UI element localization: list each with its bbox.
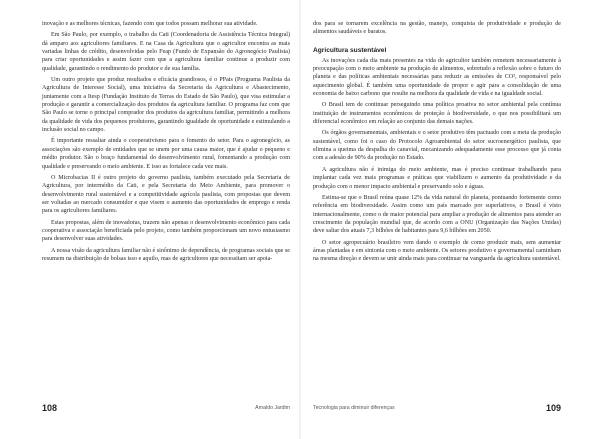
running-head-author: Arnaldo Jardim — [255, 405, 290, 411]
paragraph: Em São Paulo, por exemplo, o trabalho da Cati (Coordenadoria de Assistência Técnica Integral) dá amparo aos agricultores familiares. E na Casa da Agricultura que o agricultor encontra as mais variadas linhas de crédito, desenvolvidas pelo Feap (Fundo de Expansão do Agronegócio Paulista) para criar oportunidades e assim fazer com que a agricultura familiar continue a produzir com qualidade, garantindo o rendimento do produtor e de sua família. — [42, 32, 290, 72]
page-gutter — [299, 0, 301, 439]
page-number: 108 — [42, 403, 58, 413]
paragraph: Estas propostas, além de inovadoras, trazem não apenas o desenvolvimento econômico para cada cooperativa e associação beneficiada pelo projeto, como também proporcionam um novo entusiasmo para desenvolver suas atividades. — [42, 219, 290, 243]
right-page-body — [313, 20, 561, 267]
right-page-footer — [313, 403, 561, 417]
page-number: 109 — [545, 403, 561, 413]
paragraph: Os órgãos governamentais, ambientais e o setor produtivo têm pactuado com a meta da produção sustentável, como foi o caso do Protocolo Agroambiental do setor sucroenergético paulista, que elimina a queima da despalha do canavial, mecanizando adequadamente esse processo que já conta com a adesão de 90% da produção no Estado. — [313, 130, 561, 162]
paragraph: A nossa visão da agricultura familiar não é sinônimo de dependência, de programas sociais que se resumem na distribuição de bolsas isso e aquilo, mas de agricultores que necessitam ser apoia- — [42, 247, 290, 262]
paragraph: Um outro projeto que produz resultados e eficácia grandiosos, é o PPais (Programa Paulista da Agricultura de Interesse Social), uma iniciativa da Secretaria da Agricultura e Abastecimento, juntamente com a Itesp (Fundação Instituto de Terras do Estado de São Paulo), que visa estimular a produção e garantir a comercialização dos produtos da agricultura familiar. O programa faz com que São Paulo se torne o principal comprador dos produtos da agricultura familiar, permitindo a melhora da qualidade de vida dos pequenos produtores, garantindo igualdade de oportunidade e estimulando a inclusão social no campo. — [42, 77, 290, 134]
paragraph: O Microbacias II é outro projeto do governo paulista, também executado pela Secretaria de Agricultura, por intermédio da Cati, e pela Secretaria do Meio Ambiente, para promover o desenvolvimento rural sustentável e a competitividade agrícola paulista, com propostas que devem ser voltadas ao mercado consumidor e que visem o aumento das oportunidades de emprego e renda para os agricultores familiares. — [42, 174, 290, 215]
paragraph: inovação e as melhores técnicas, fazendo com que todos possam melhorar sua atividade. — [42, 21, 258, 27]
paragraph: O setor agropecuário brasileiro vem dando o exemplo de como produzir mais, sem aumentar áreas plantadas e em sintonia com o meio ambiente. Os setores produtivo e governamental caminham na mesma direção e devem se unir ainda mais para continuar na vanguarda da agricultura sustentável. — [313, 239, 561, 263]
left-page-body — [42, 20, 290, 266]
section-title: Agricultura sustentável — [313, 46, 387, 54]
left-page-footer — [42, 403, 290, 417]
paragraph: dos para se tornarem excelência na gestão, manejo, conquista de produtividade e produção de alimentos saudáveis e baratos. — [313, 21, 561, 36]
running-head-title: Tecnologia para diminuir diferenças — [313, 405, 395, 411]
paragraph: Estima-se que o Brasil reúna quase 12% da vida natural do planeta, pontuando fortemente como referência em biodiversidade. Assim como um país marcado por superlativos, o Brasil é visto internacionalmente, como o de maior potencial para ampliar a produção de alimentos para atender ao crescimento da população mundial que, de acordo com a ONU (Organização das Nações Unidas) deve saltar dos atuais 7,3 bilhões de habitantes para 9,6 bilhões em 2050. — [313, 194, 561, 235]
paragraph: O Brasil tem de continuar perseguindo uma política proativa no setor ambiental pela contínua instituição de instrumentos econômicos de proteção à biodiversidade, o que nos possibilitará um diferencial econômico em relação ao conjunto das demais nações. — [313, 102, 561, 126]
paragraph: As inovações cada dia mais presentes na vida do agricultor também remetem necessariamente à preocupação com o meio ambiente na produção de alimentos, sobretudo a reflexão sobre o futuro do planeta e das políticas ambientais necessárias para reduzir as emissões de CO², responsável pelo aquecimento global. É também uma oportunidade de propor e agir para a consolidação de uma economia de baixo carbono que resulte na melhora da qualidade de vida e na igualdade social. — [313, 57, 561, 98]
paragraph: É importante ressaltar ainda o cooperativismo para o fomento do setor. Para o agronegócio, as associações são exemplo de entidades que se unem por uma causa maior, que é ajudar o pequeno e médio produtor. São o braço fundamental do desenvolvimento rural, fomentando a produção com qualidade e preservando o meio ambiente. E isso as fortalece cada vez mais. — [42, 138, 290, 170]
paragraph: A agricultura não é inimiga do meio ambiente, mas é preciso continuar trabalhando para implantar cada vez mais programas e práticas que viabilizem o aumento da produtividade e da produção com o menor impacto ambiental e preservando solo e águas. — [313, 166, 561, 190]
